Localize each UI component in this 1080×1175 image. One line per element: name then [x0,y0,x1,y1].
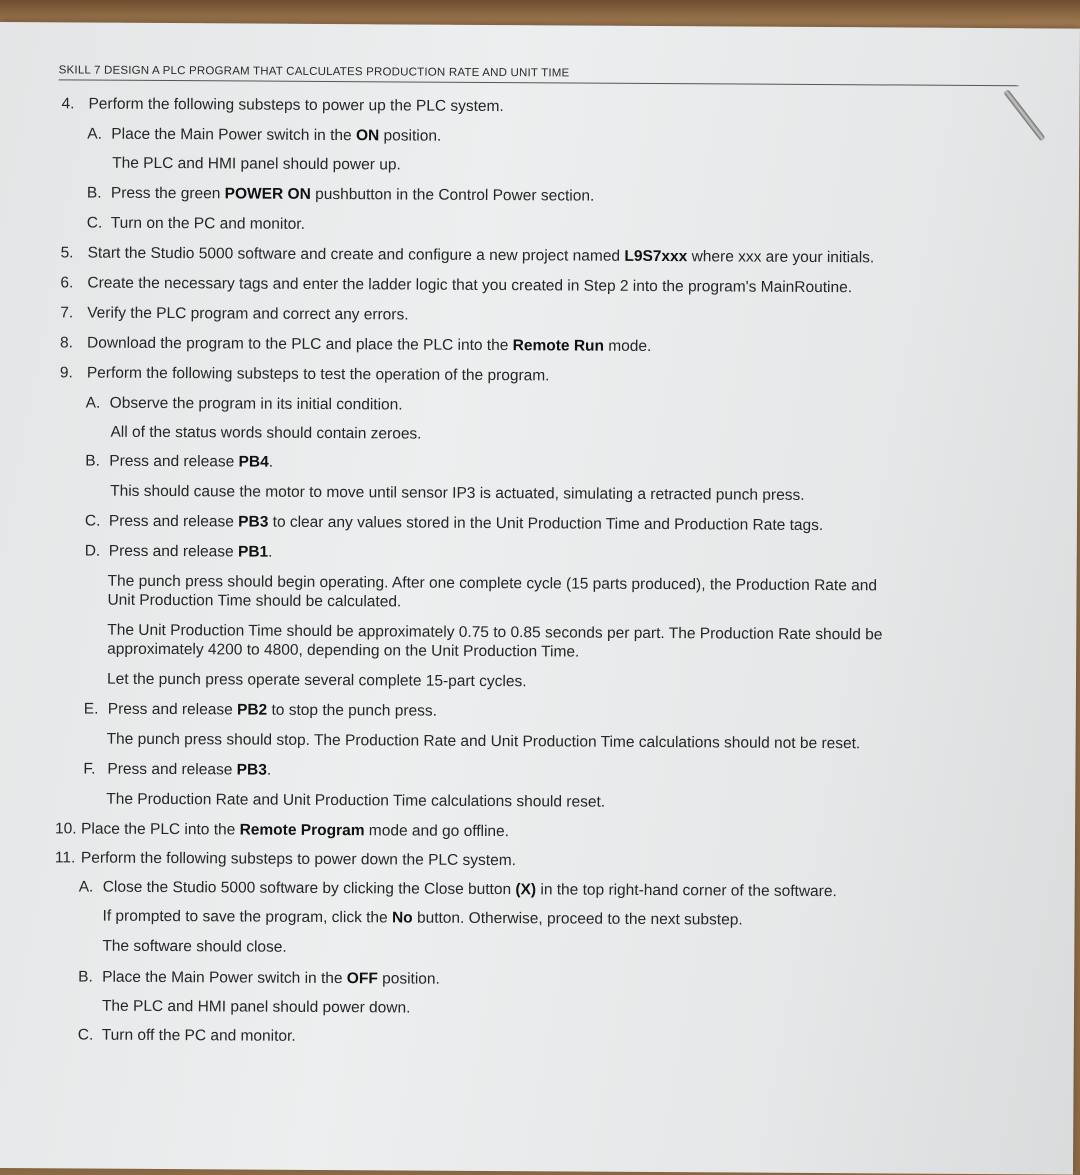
step-text: Perform the following substeps to test the operation of the program. [86,364,550,385]
step-s9e [84,700,437,721]
step-text: Close the Studio 5000 software by clicking the Close button [102,878,516,899]
step-s4a-note [112,154,401,175]
step-emphasis: PB1 [237,543,269,561]
step-marker: C. [86,214,103,232]
page-header: SKILL 7 DESIGN A PLC PROGRAM THAT CALCULATES PRODUCTION RATE AND UNIT TIME [59,64,1019,86]
step-text: Place the Main Power switch in the [111,125,357,145]
step-text: Create the necessary tags and enter the ladder logic that you created in Step 2 into the program's MainRoutine. [87,274,853,297]
step-s9c [85,512,823,536]
step-text: Press and release [109,452,239,471]
step-emphasis: OFF [346,970,378,988]
step-s11a [79,877,837,901]
step-text-tail: to stop the punch press. [267,701,438,720]
step-text: Press and release [107,700,238,719]
step-marker: B. [86,184,102,202]
step-s9a [86,394,403,415]
step-marker: 11. [54,849,76,867]
step-s5 [61,243,875,267]
step-s4a [87,125,441,146]
step-text: The PLC and HMI panel should power up. [112,154,401,174]
step-s6 [60,273,852,297]
step-text: Download the program to the PLC and place the PLC into the [86,334,513,355]
step-text: Turn on the PC and monitor. [110,214,305,233]
step-emphasis: PB4 [238,453,269,471]
step-text-tail: in the top right-hand corner of the software. [536,881,837,901]
step-s11c [78,1025,296,1045]
step-marker: 6. [60,274,74,292]
step-text: Let the punch press operate several complete 15-part cycles. [106,670,527,691]
step-emphasis: (X) [515,881,537,899]
step-text: All of the status words should contain zeroes. [110,423,422,443]
step-s11a-note1 [102,907,742,930]
step-s11b [78,967,440,988]
step-text: The punch press should stop. The Production Rate and Unit Production Time calculations should not be reset. [106,730,861,753]
step-marker: B. [78,968,93,986]
step-marker: C. [77,1026,94,1044]
step-s11b-note [102,997,411,1018]
step-s10 [55,819,509,841]
step-s9b [85,452,273,472]
step-text: Press the green [110,184,225,203]
step-text: Perform the following substeps to power down the PLC system. [80,849,517,870]
step-text: The PLC and HMI panel should power down. [101,997,411,1017]
step-s9f [83,760,271,780]
step-text-tail: position. [379,127,442,145]
step-emphasis: Remote Program [239,821,365,840]
step-s8 [60,333,651,356]
step-s4c [87,214,305,234]
step-marker: E. [83,700,99,718]
document-page [0,22,1080,1175]
step-marker: 8. [59,334,74,352]
step-text: This should cause the motor to move until sensor IP3 is actuated, simulating a retracted punch press. [110,482,805,504]
step-text-tail: to clear any values stored in the Unit Production Time and Production Rate tags. [268,513,824,535]
step-text-tail: mode and go offline. [364,822,510,841]
step-marker: 10. [55,820,77,838]
step-text-tail: . [268,453,274,471]
step-marker: C. [84,512,101,530]
step-text: approximately 4200 to 4800, depending on the Unit Production Time. [107,640,580,661]
step-marker: F. [83,760,96,778]
step-marker: 9. [59,364,73,382]
step-text: Verify the PLC program and correct any errors. [87,304,409,324]
step-text: The punch press should begin operating. After one complete cycle (15 parts produced), the Production Rate and [107,572,878,595]
step-s9a-note [110,423,421,444]
step-s11 [55,848,516,870]
step-text-tail: position. [377,970,440,988]
step-text: Unit Production Time should be calculated. [107,591,402,611]
step-emphasis: No [391,909,413,927]
step-emphasis: POWER ON [224,185,311,203]
step-emphasis: Remote Run [512,337,605,355]
step-s9d [85,542,273,562]
step-text-tail: pushbutton in the Control Power section. [310,185,595,205]
step-s9b-note [110,482,805,505]
step-text-tail: button. Otherwise, proceed to the next substep. [412,909,743,929]
step-emphasis: PB3 [236,761,267,779]
step-s9e-note [107,730,861,754]
step-text: Perform the following substeps to power up the PLC system. [88,95,504,116]
step-s9d-note2b [107,640,579,662]
step-text: Turn off the PC and monitor. [101,1026,296,1045]
step-s9d-note1b [107,591,401,612]
step-text: The Production Rate and Unit Production Time calculations should reset. [106,790,606,811]
step-text: Place the Main Power switch in the [102,968,347,988]
step-s11a-note2 [102,937,286,957]
step-marker: D. [84,542,101,560]
step-s4 [61,94,503,116]
step-text: The Unit Production Time should be approximately 0.75 to 0.85 seconds per part. The Production Rate should be [107,621,883,644]
step-text: Start the Studio 5000 software and create and configure a new project named [87,244,625,265]
step-emphasis: PB3 [238,513,269,531]
step-marker: 4. [61,95,75,113]
step-text: Press and release [107,760,237,779]
step-marker: A. [85,394,101,412]
step-text-tail: . [268,543,273,561]
step-text: Press and release [108,512,239,531]
step-s4b [87,184,594,206]
step-text: If prompted to save the program, click the [102,907,393,927]
step-marker: A. [87,125,103,143]
step-marker: 5. [60,244,74,262]
step-text: Place the PLC into the [81,820,240,839]
step-text: Observe the program in its initial condition. [109,394,403,414]
step-emphasis: ON [355,127,380,145]
step-s9 [60,363,550,385]
step-s9d-note3 [107,670,527,692]
step-text-tail: where xxx are your initials. [687,248,875,267]
paper-clip [1003,89,1046,142]
step-text-tail: mode. [603,337,652,355]
step-text: The software should close. [102,937,287,956]
step-marker: A. [78,878,94,896]
step-s7 [60,303,408,324]
step-text: Press and release [108,542,239,561]
step-marker: B. [85,452,101,470]
step-emphasis: PB2 [237,701,268,719]
step-marker: 7. [60,304,74,322]
step-s9f-note [106,790,605,812]
step-text-tail: . [266,761,272,779]
step-emphasis: L9S7xxx [624,247,688,266]
